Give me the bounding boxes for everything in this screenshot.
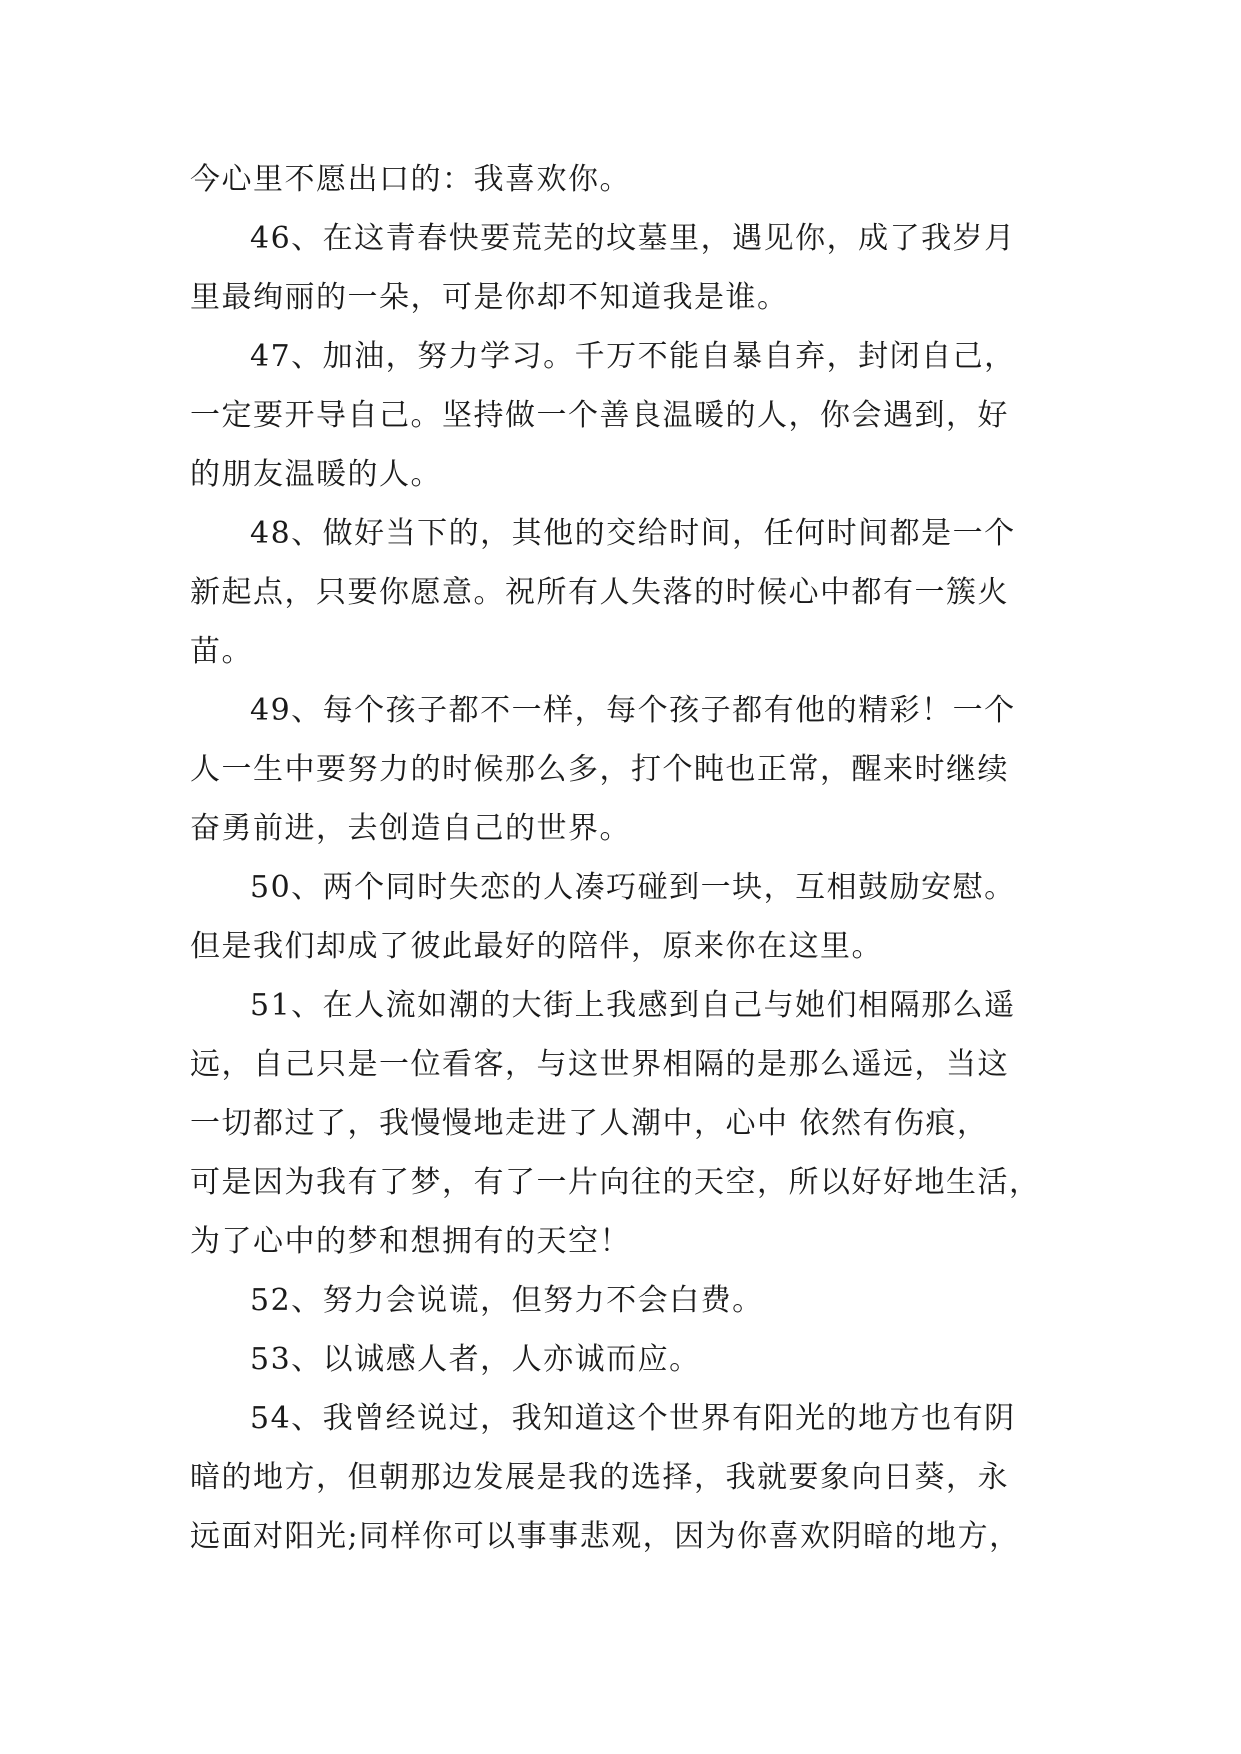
text-line: 一切都过了，我慢慢地走进了人潮中，心中 依然有伤痕， [190, 1106, 989, 1141]
text-line: 但是我们却成了彼此最好的陪伴，原来你在这里。 [190, 929, 883, 964]
text-line: 暗的地方，但朝那边发展是我的选择，我就要象向日葵，永 [190, 1460, 1009, 1495]
text-line: 一定要开导自己。坚持做一个善良温暖的人，你会遇到，好 [190, 398, 1009, 433]
text-line: 里最绚丽的一朵，可是你却不知道我是谁。 [190, 280, 789, 315]
text-line: 47、加油，努力学习。千万不能自暴自弃，封闭自己， [250, 339, 1016, 374]
text-line: 54、我曾经说过，我知道这个世界有阳光的地方也有阴 [250, 1401, 1016, 1436]
text-line: 远面对阳光;同样你可以事事悲观，因为你喜欢阴暗的地方， [190, 1519, 1021, 1554]
text-line: 可是因为我有了梦，有了一片向往的天空，所以好好地生活， [190, 1165, 1041, 1200]
text-line: 新起点，只要你愿意。祝所有人失落的时候心中都有一簇火 [190, 575, 1009, 610]
text-line: 52、努力会说谎，但努力不会白费。 [250, 1283, 764, 1318]
text-line: 51、在人流如潮的大街上我感到自己与她们相隔那么遥 [250, 988, 1016, 1023]
text-line: 53、以诚感人者，人亦诚而应。 [250, 1342, 701, 1377]
text-line: 苗。 [190, 634, 253, 669]
text-line: 49、每个孩子都不一样，每个孩子都有他的精彩！一个 [250, 693, 1016, 728]
text-line: 奋勇前进，去创造自己的世界。 [190, 811, 631, 846]
text-line: 人一生中要努力的时候那么多，打个盹也正常，醒来时继续 [190, 752, 1009, 787]
text-line: 的朋友温暖的人。 [190, 457, 442, 492]
text-line: 48、做好当下的，其他的交给时间，任何时间都是一个 [250, 516, 1016, 551]
text-line: 46、在这青春快要荒芜的坟墓里，遇见你，成了我岁月 [250, 221, 1016, 256]
document-body [190, 150, 1070, 1566]
text-line: 远，自己只是一位看客，与这世界相隔的是那么遥远，当这 [190, 1047, 1009, 1082]
text-line: 为了心中的梦和想拥有的天空！ [190, 1224, 631, 1259]
text-line: 今心里不愿出口的：我喜欢你。 [190, 162, 631, 197]
text-line: 50、两个同时失恋的人凑巧碰到一块，互相鼓励安慰。 [250, 870, 1016, 905]
